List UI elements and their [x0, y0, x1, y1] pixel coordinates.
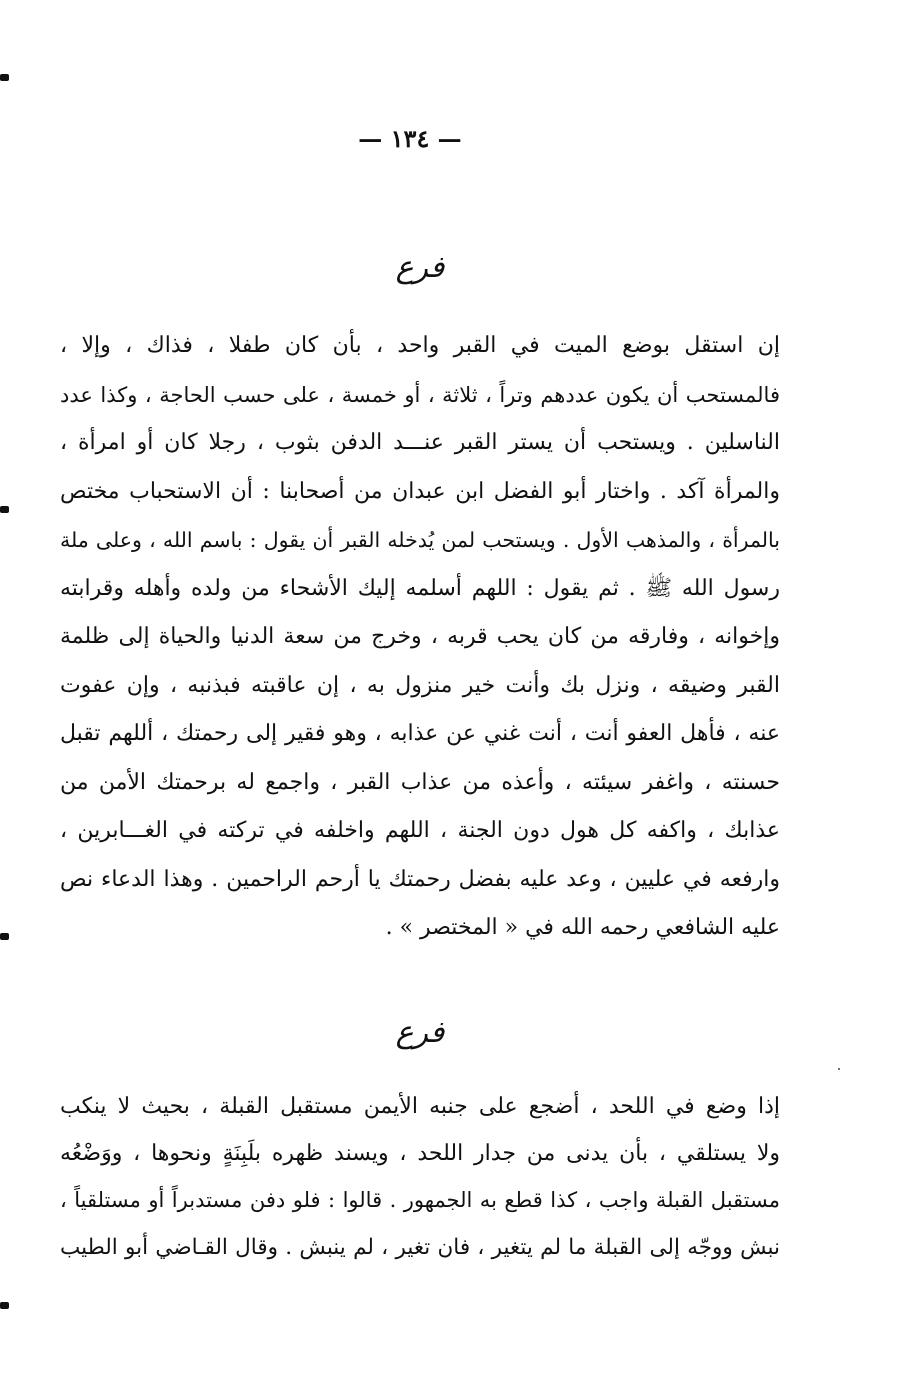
- section-heading: فرع: [395, 250, 445, 285]
- text-line: عذابك ، واكفه كل هول دون الجنة ، اللهم واخلفه في تركته في الغـــابرين ،: [60, 818, 780, 843]
- text-line: فالمستحب أن يكون عددهم وتراً ، ثلاثة ، أو خمسة ، على حسب الحاجة ، وكذا عدد: [60, 382, 780, 407]
- text-line: نبش ووجّه إلى القبلة ما لم يتغير ، فان تغير ، لم ينبش . وقال القـاضي أبو الطيب: [60, 1235, 780, 1260]
- binding-mark: [0, 1302, 9, 1309]
- text-line: بالمرأة ، والمذهب الأول . ويستحب لمن يُدخله القبر أن يقول : باسم الله ، وعلى ملة: [60, 528, 780, 552]
- text-line: القبر وضيقه ، ونزل بك وأنت خير منزول به ، إن عاقبته فبذنبه ، وإن عفوت: [60, 672, 780, 698]
- text-line: رسول الله ﷺ . ثم يقول : اللهم أسلمه إليك الأشحاء من ولده وأهله وقرابته: [60, 575, 780, 601]
- binding-mark: [0, 933, 9, 940]
- section-heading: فرع: [395, 1015, 445, 1050]
- text-line: حسنته ، واغفر سيئته ، وأعذه من عذاب القبر ، واجمع له برحمتك الأمن من: [60, 769, 780, 795]
- page-number: — ١٣٤ —: [358, 124, 462, 153]
- text-line: وإخوانه ، وفارقه من كان يحب قربه ، وخرج من سعة الدنيا والحياة إلى ظلمة: [60, 624, 780, 649]
- text-line: مستقبل القبلة واجب ، كذا قطع به الجمهور . قالوا : فلو دفن مستدبراً أو مستلقياً ،: [60, 1188, 780, 1212]
- section-paragraph: [60, 1083, 780, 1271]
- text-line: عنه ، فأهل العفو أنت ، أنت غني عن عذابه ، وهو فقير إلى رحمتك ، أللهم تقبل: [60, 721, 780, 746]
- paper-speck: [838, 1068, 840, 1070]
- text-line: عليه الشافعي رحمه الله في « المختصر » .: [385, 915, 780, 940]
- text-line: وارفعه في عليين ، وعد عليه بفضل رحمتك يا أرحم الراحمين . وهذا الدعاء نص: [60, 866, 780, 892]
- binding-mark: [0, 506, 9, 513]
- text-line: إن استقل بوضع الميت في القبر واحد ، بأن كان طفلا ، فذاك ، وإلا ،: [60, 333, 780, 358]
- section-paragraph: [60, 322, 780, 953]
- text-line: ولا يستلقي ، بأن يدنى من جدار اللحد ، ويسند ظهره بلَبِنَةٍ ونحوها ، ووَضْعُه: [60, 1141, 780, 1166]
- text-line: الناسلين . ويستحب أن يستر القبر عنـــد الدفن بثوب ، رجلا كان أو امرأة ،: [60, 430, 780, 455]
- binding-mark: [0, 74, 9, 81]
- text-line: والمرأة آكد . واختار أبو الفضل ابن عبدان من أصحابنا : أن الاستحباب مختص: [60, 478, 780, 504]
- text-line: إذا وضع في اللحد ، أضجع على جنبه الأيمن مستقبل القبلة ، بحيث لا ينكب: [60, 1094, 780, 1119]
